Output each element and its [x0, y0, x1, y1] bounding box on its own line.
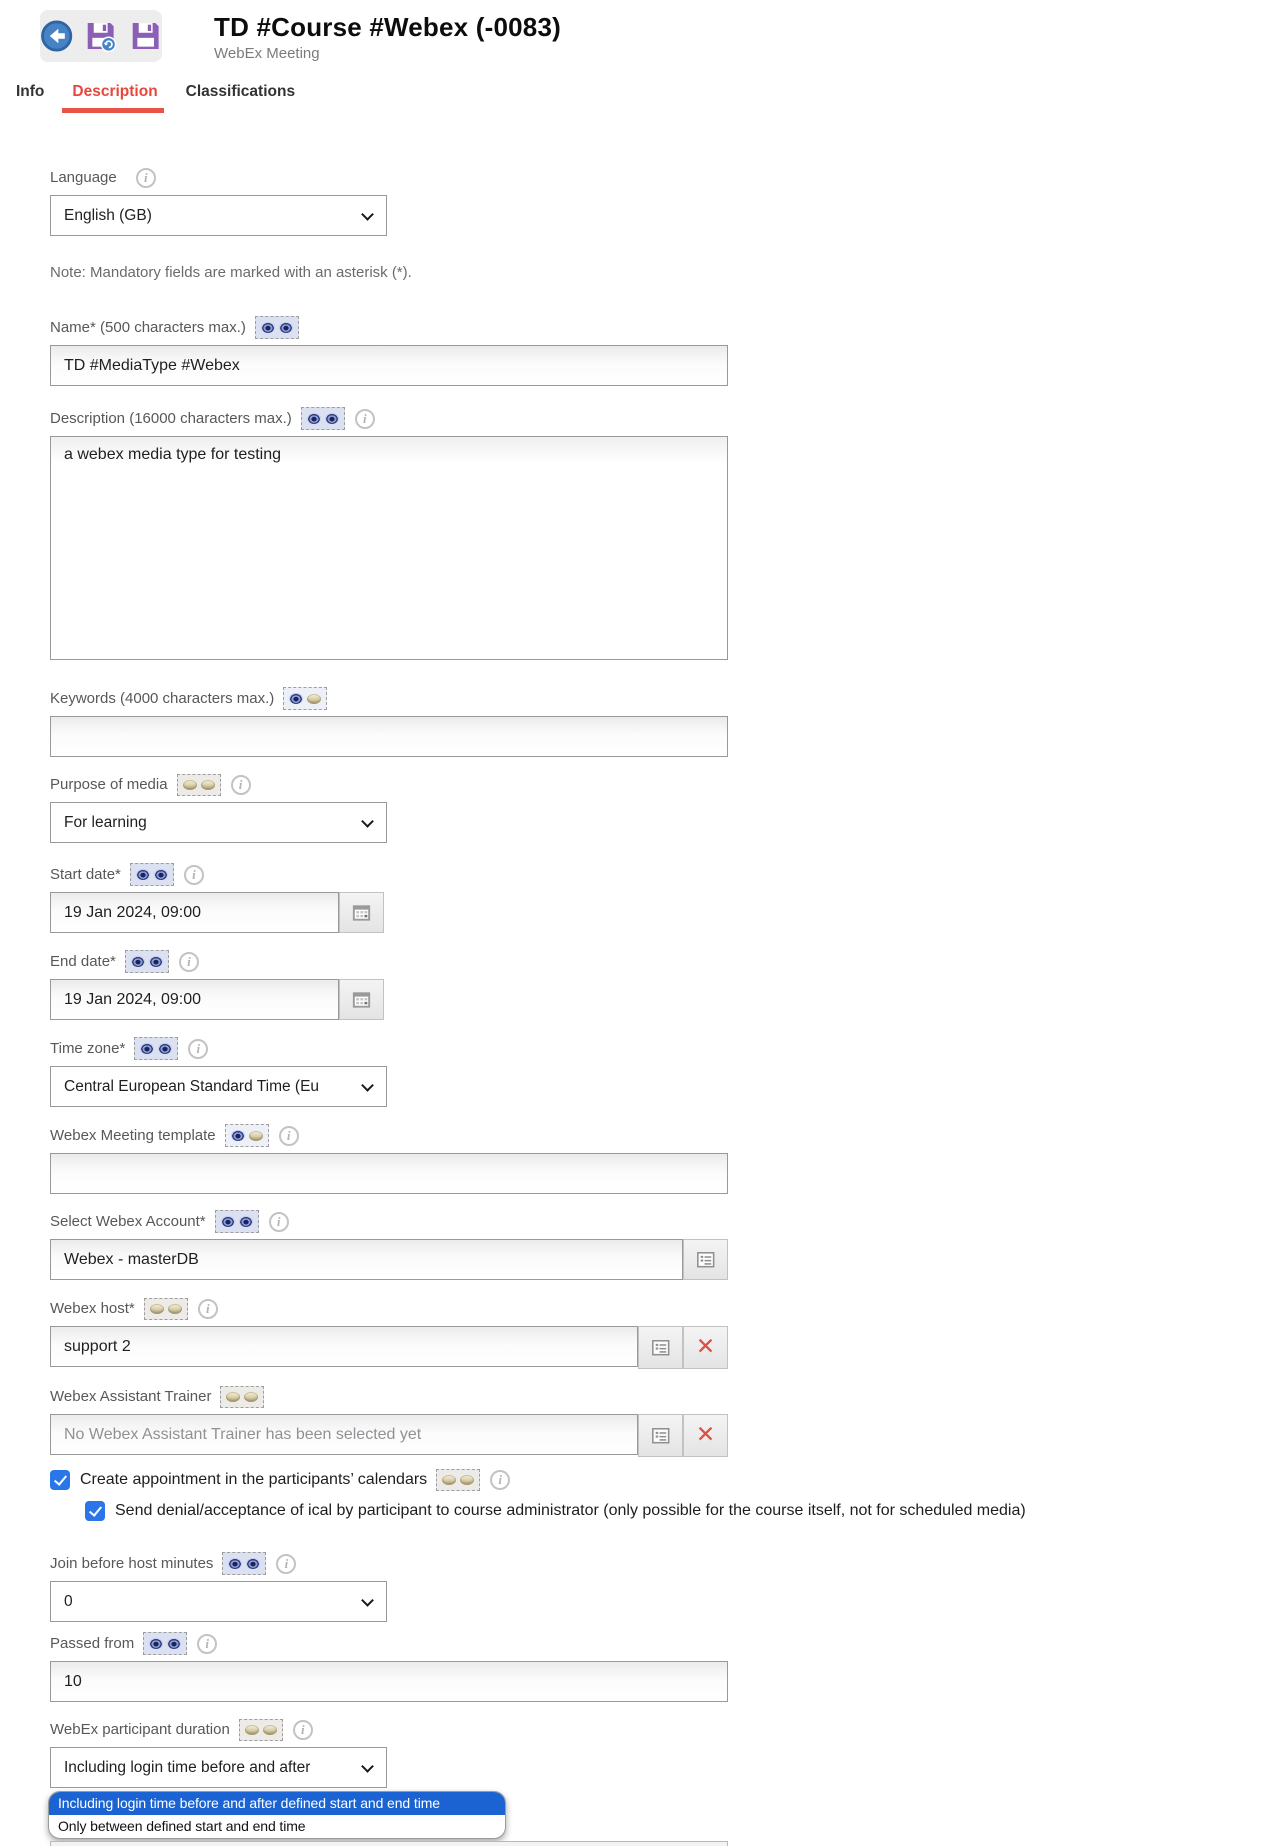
- eye-closed-icon: [226, 1392, 240, 1402]
- create-appointment-checkbox[interactable]: [50, 1470, 70, 1490]
- field-webex-assistant-trainer: [50, 1384, 740, 1457]
- next-field-input-partial[interactable]: [50, 1841, 728, 1846]
- eye-open-icon: [325, 413, 339, 424]
- calendar-icon: [350, 901, 373, 924]
- eye-open-icon: [279, 322, 293, 333]
- tab-classifications[interactable]: Classifications: [185, 83, 296, 100]
- info-icon[interactable]: i: [293, 1720, 313, 1740]
- join-before-select-value: 0: [64, 1592, 73, 1610]
- calendar-button[interactable]: [339, 892, 384, 933]
- visibility-badge[interactable]: [134, 1037, 178, 1060]
- participant-duration-dropdown: [48, 1791, 506, 1839]
- eye-closed-icon: [244, 1392, 258, 1402]
- purpose-select[interactable]: [50, 802, 387, 843]
- back-button[interactable]: [40, 19, 73, 53]
- webex-host-input[interactable]: [50, 1326, 638, 1367]
- field-webex-participant-duration: [50, 1717, 740, 1846]
- chevron-down-icon: [361, 1760, 374, 1773]
- field-description: [50, 406, 740, 665]
- eye-open-icon: [131, 956, 145, 967]
- calendar-button[interactable]: [339, 979, 384, 1020]
- info-icon[interactable]: i: [188, 1039, 208, 1059]
- remove-assistant-button[interactable]: ✕: [683, 1414, 728, 1457]
- visibility-badge[interactable]: [283, 687, 327, 710]
- participant-duration-select[interactable]: [50, 1747, 387, 1788]
- eye-closed-icon: [442, 1475, 456, 1485]
- eye-open-icon: [140, 1043, 154, 1054]
- visibility-badge[interactable]: [215, 1210, 259, 1233]
- visibility-badge[interactable]: [222, 1552, 266, 1575]
- visibility-badge[interactable]: [436, 1469, 480, 1491]
- field-passed-from: [50, 1631, 740, 1702]
- page-title: TD #Course #Webex (-0083): [214, 12, 561, 42]
- save-button[interactable]: [129, 19, 162, 53]
- remove-host-button[interactable]: ✕: [683, 1326, 728, 1369]
- send-denial-checkbox[interactable]: [85, 1501, 105, 1521]
- visibility-badge[interactable]: [239, 1719, 283, 1741]
- calendar-icon: [350, 988, 373, 1011]
- info-icon[interactable]: i: [198, 1299, 218, 1319]
- chevron-down-icon: [361, 815, 374, 828]
- eye-open-icon: [307, 413, 321, 424]
- page-subtitle: WebEx Meeting: [214, 45, 320, 62]
- visibility-badge[interactable]: [177, 774, 221, 796]
- assistant-trainer-label: Webex Assistant Trainer: [50, 1388, 212, 1405]
- field-select-webex-account: [50, 1209, 740, 1280]
- info-icon[interactable]: i: [490, 1470, 510, 1490]
- eye-open-icon: [239, 1216, 253, 1227]
- webex-host-label: Webex host*: [50, 1300, 135, 1317]
- visibility-badge[interactable]: [143, 1632, 187, 1655]
- eye-closed-icon: [168, 1304, 182, 1314]
- eye-closed-icon: [263, 1725, 277, 1735]
- info-icon[interactable]: i: [279, 1126, 299, 1146]
- language-select[interactable]: [50, 195, 387, 236]
- purpose-label: Purpose of media: [50, 776, 168, 793]
- host-picker-button[interactable]: [638, 1326, 683, 1369]
- end-date-label: End date*: [50, 953, 116, 970]
- field-time-zone: [50, 1036, 740, 1107]
- info-icon[interactable]: i: [197, 1634, 217, 1654]
- time-zone-select-value: Central European Standard Time (Eu: [64, 1077, 320, 1095]
- chevron-down-icon: [361, 208, 374, 221]
- description-label: Description (16000 characters max.): [50, 410, 292, 427]
- field-join-before-host-minutes: [50, 1551, 740, 1622]
- name-input[interactable]: [50, 345, 728, 386]
- visibility-badge[interactable]: [144, 1298, 188, 1320]
- join-before-label: Join before host minutes: [50, 1555, 214, 1572]
- language-label: Language: [50, 169, 117, 186]
- info-icon[interactable]: i: [184, 865, 204, 885]
- toolbar: [40, 10, 162, 62]
- passed-from-input[interactable]: [50, 1661, 728, 1702]
- tab-bar: [6, 83, 1266, 113]
- page-header: [0, 0, 1266, 62]
- participant-duration-select-value: Including login time before and after: [64, 1758, 311, 1776]
- eye-closed-icon: [249, 1131, 263, 1141]
- description-textarea[interactable]: [50, 436, 728, 660]
- info-icon[interactable]: i: [355, 409, 375, 429]
- webex-account-label: Select Webex Account*: [50, 1213, 206, 1230]
- keywords-label: Keywords (4000 characters max.): [50, 690, 275, 707]
- list-icon: [649, 1336, 672, 1359]
- field-webex-meeting-template: [50, 1123, 740, 1194]
- dropdown-option-only-between[interactable]: Only between defined start and end time: [58, 1818, 306, 1834]
- eye-closed-icon: [183, 780, 197, 790]
- eye-open-icon: [261, 322, 275, 333]
- eye-open-icon: [167, 1638, 181, 1649]
- tab-description[interactable]: Description: [62, 83, 167, 113]
- list-icon: [649, 1424, 672, 1447]
- language-select-value: English (GB): [64, 206, 152, 224]
- visibility-badge[interactable]: [130, 863, 174, 886]
- send-denial-row: [85, 1499, 1026, 1523]
- passed-from-label: Passed from: [50, 1635, 135, 1652]
- field-start-date: [50, 862, 740, 933]
- field-name: [50, 315, 740, 386]
- eye-closed-icon: [307, 694, 321, 704]
- webex-account-input[interactable]: [50, 1239, 683, 1280]
- chevron-down-icon: [361, 1594, 374, 1607]
- eye-open-icon: [246, 1558, 260, 1569]
- description-form: [50, 165, 1026, 1846]
- mandatory-note: Note: Mandatory fields are marked with an asterisk (*).: [50, 264, 412, 281]
- eye-open-icon: [136, 869, 150, 880]
- name-label: Name* (500 characters max.): [50, 319, 246, 336]
- create-appointment-row: [50, 1468, 740, 1492]
- create-appointment-label: Create appointment in the participants’ calendars: [80, 1471, 428, 1488]
- eye-open-icon: [158, 1043, 172, 1054]
- time-zone-select[interactable]: [50, 1066, 387, 1107]
- eye-closed-icon: [460, 1475, 474, 1485]
- webex-template-label: Webex Meeting template: [50, 1127, 216, 1144]
- eye-open-icon: [149, 956, 163, 967]
- eye-open-icon: [221, 1216, 235, 1227]
- visibility-badge[interactable]: [255, 316, 299, 339]
- participant-duration-label: WebEx participant duration: [50, 1721, 230, 1738]
- time-zone-label: Time zone*: [50, 1040, 126, 1057]
- info-icon[interactable]: i: [231, 775, 251, 795]
- field-webex-host: [50, 1296, 740, 1369]
- tab-info[interactable]: Info: [16, 83, 45, 100]
- dropdown-option-including-login-time[interactable]: Including login time before and after defined start and end time: [49, 1792, 505, 1815]
- purpose-select-value: For learning: [64, 813, 147, 831]
- assistant-picker-button[interactable]: [638, 1414, 683, 1457]
- eye-closed-icon: [201, 780, 215, 790]
- keywords-input[interactable]: [50, 716, 728, 757]
- eye-open-icon: [154, 869, 168, 880]
- end-date-input[interactable]: [50, 979, 339, 1020]
- visibility-badge[interactable]: [220, 1386, 264, 1408]
- chevron-down-icon: [361, 1079, 374, 1092]
- info-icon[interactable]: i: [136, 168, 156, 188]
- eye-open-icon: [228, 1558, 242, 1569]
- send-denial-label: Send denial/acceptance of ical by participant to course administrator (only possible for the course itself, not for scheduled media): [115, 1502, 1026, 1519]
- eye-closed-icon: [245, 1725, 259, 1735]
- field-end-date: [50, 949, 740, 1020]
- webex-template-input[interactable]: [50, 1153, 728, 1194]
- visibility-badge[interactable]: [301, 407, 345, 430]
- start-date-label: Start date*: [50, 866, 121, 883]
- join-before-select[interactable]: [50, 1581, 387, 1622]
- info-icon[interactable]: i: [269, 1212, 289, 1232]
- list-icon: [694, 1248, 717, 1271]
- save-and-back-button[interactable]: [84, 19, 117, 53]
- field-language: [50, 165, 740, 236]
- info-icon[interactable]: i: [179, 952, 199, 972]
- eye-open-icon: [149, 1638, 163, 1649]
- info-icon[interactable]: i: [276, 1554, 296, 1574]
- start-date-input[interactable]: [50, 892, 339, 933]
- eye-open-icon: [231, 1130, 245, 1141]
- account-picker-button[interactable]: [683, 1239, 728, 1280]
- visibility-badge[interactable]: [225, 1124, 269, 1147]
- eye-closed-icon: [150, 1304, 164, 1314]
- eye-open-icon: [289, 693, 303, 704]
- field-keywords: [50, 686, 740, 757]
- visibility-badge[interactable]: [125, 950, 169, 973]
- assistant-trainer-input[interactable]: [50, 1414, 638, 1455]
- field-purpose-of-media: [50, 772, 740, 843]
